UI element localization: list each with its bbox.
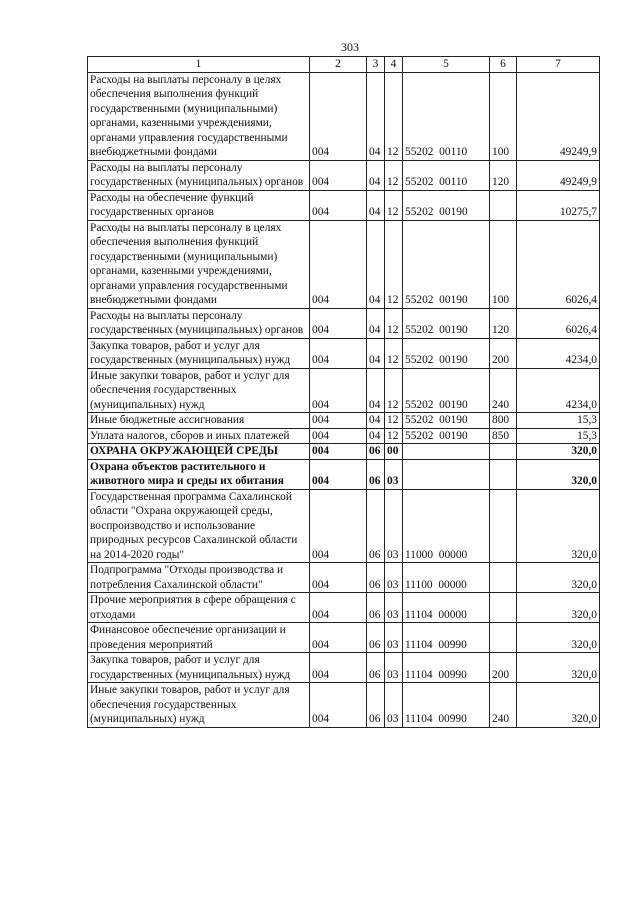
ministry-code: 004 bbox=[310, 220, 367, 308]
target-article-code: 55202 00190 bbox=[403, 308, 490, 338]
ministry-code: 004 bbox=[310, 72, 367, 160]
amount-value: 4234,0 bbox=[517, 368, 600, 413]
expense-type-code: 120 bbox=[490, 160, 517, 190]
expense-type-code: 240 bbox=[490, 683, 517, 728]
section-code: 04 bbox=[367, 338, 385, 368]
table-row bbox=[88, 428, 600, 444]
table-row bbox=[88, 72, 600, 160]
target-article-code: 55202 00190 bbox=[403, 338, 490, 368]
amount-value: 320,0 bbox=[517, 563, 600, 593]
section-code: 04 bbox=[367, 413, 385, 429]
section-code: 04 bbox=[367, 428, 385, 444]
budget-item-name: Охрана объектов растительного и животного мира и среды их обитания bbox=[88, 459, 310, 489]
amount-value: 320,0 bbox=[517, 489, 600, 563]
amount-value: 320,0 bbox=[517, 459, 600, 489]
budget-item-name: Закупка товаров, работ и услуг для государственных (муниципальных) нужд bbox=[88, 653, 310, 683]
expense-type-code bbox=[490, 190, 517, 220]
subsection-code: 03 bbox=[385, 489, 403, 563]
amount-value: 320,0 bbox=[517, 683, 600, 728]
budget-item-name: Уплата налогов, сборов и иных платежей bbox=[88, 428, 310, 444]
expense-type-code: 120 bbox=[490, 308, 517, 338]
amount-value: 6026,4 bbox=[517, 308, 600, 338]
table-body bbox=[88, 72, 600, 727]
target-article-code: 55202 00190 bbox=[403, 413, 490, 429]
table-row bbox=[88, 489, 600, 563]
section-code: 06 bbox=[367, 683, 385, 728]
table-row bbox=[88, 220, 600, 308]
subsection-code: 12 bbox=[385, 413, 403, 429]
amount-value: 320,0 bbox=[517, 653, 600, 683]
subsection-code: 03 bbox=[385, 623, 403, 653]
subsection-code: 03 bbox=[385, 563, 403, 593]
budget-item-name: Расходы на обеспечение функций государственных органов bbox=[88, 190, 310, 220]
ministry-code: 004 bbox=[310, 459, 367, 489]
ministry-code: 004 bbox=[310, 428, 367, 444]
budget-item-name: Расходы на выплаты персоналу государственных (муниципальных) органов bbox=[88, 308, 310, 338]
target-article-code: 55202 00110 bbox=[403, 72, 490, 160]
expense-type-code: 100 bbox=[490, 220, 517, 308]
amount-value: 320,0 bbox=[517, 623, 600, 653]
subsection-code: 12 bbox=[385, 308, 403, 338]
amount-value: 49249,9 bbox=[517, 160, 600, 190]
table-row bbox=[88, 368, 600, 413]
subsection-code: 12 bbox=[385, 368, 403, 413]
subsection-code: 12 bbox=[385, 190, 403, 220]
expense-type-code: 800 bbox=[490, 413, 517, 429]
subsection-code: 03 bbox=[385, 683, 403, 728]
section-code: 04 bbox=[367, 368, 385, 413]
expense-type-code: 850 bbox=[490, 428, 517, 444]
table-row bbox=[88, 683, 600, 728]
amount-value: 4234,0 bbox=[517, 338, 600, 368]
section-code: 06 bbox=[367, 653, 385, 683]
section-code: 04 bbox=[367, 190, 385, 220]
section-code: 06 bbox=[367, 593, 385, 623]
col-header-5: 5 bbox=[403, 57, 490, 73]
col-header-4: 4 bbox=[385, 57, 403, 73]
target-article-code bbox=[403, 459, 490, 489]
ministry-code: 004 bbox=[310, 308, 367, 338]
target-article-code: 11000 00000 bbox=[403, 489, 490, 563]
ministry-code: 004 bbox=[310, 368, 367, 413]
budget-item-name: ОХРАНА ОКРУЖАЮЩЕЙ СРЕДЫ bbox=[88, 444, 310, 460]
table-row bbox=[88, 160, 600, 190]
ministry-code: 004 bbox=[310, 413, 367, 429]
table-row bbox=[88, 593, 600, 623]
ministry-code: 004 bbox=[310, 653, 367, 683]
table-row bbox=[88, 413, 600, 429]
target-article-code: 11104 00990 bbox=[403, 623, 490, 653]
target-article-code: 55202 00110 bbox=[403, 160, 490, 190]
page-number: 303 bbox=[341, 40, 359, 54]
budget-item-name: Расходы на выплаты персоналу в целях обеспечения выполнения функций государственными (муниципальными) органами, казенными учреждениями, органами управления государственными внебюджетными фондами bbox=[88, 72, 310, 160]
ministry-code: 004 bbox=[310, 160, 367, 190]
amount-value: 10275,7 bbox=[517, 190, 600, 220]
subsection-code: 12 bbox=[385, 220, 403, 308]
amount-value: 15,3 bbox=[517, 413, 600, 429]
header-row bbox=[88, 57, 600, 73]
budget-item-name: Иные закупки товаров, работ и услуг для обеспечения государственных (муниципальных) нужд bbox=[88, 683, 310, 728]
subsection-code: 00 bbox=[385, 444, 403, 460]
section-code: 04 bbox=[367, 72, 385, 160]
budget-item-name: Расходы на выплаты персоналу государственных (муниципальных) органов bbox=[88, 160, 310, 190]
ministry-code: 004 bbox=[310, 593, 367, 623]
target-article-code: 11104 00000 bbox=[403, 593, 490, 623]
section-code: 06 bbox=[367, 623, 385, 653]
subsection-code: 12 bbox=[385, 338, 403, 368]
section-code: 04 bbox=[367, 308, 385, 338]
table-row bbox=[88, 190, 600, 220]
amount-value: 15,3 bbox=[517, 428, 600, 444]
ministry-code: 004 bbox=[310, 190, 367, 220]
ministry-code: 004 bbox=[310, 563, 367, 593]
target-article-code: 55202 00190 bbox=[403, 368, 490, 413]
table-row bbox=[88, 308, 600, 338]
section-code: 04 bbox=[367, 160, 385, 190]
table-row bbox=[88, 444, 600, 460]
budget-item-name: Закупка товаров, работ и услуг для государственных (муниципальных) нужд bbox=[88, 338, 310, 368]
expense-type-code bbox=[490, 459, 517, 489]
target-article-code: 11100 00000 bbox=[403, 563, 490, 593]
budget-item-name: Государственная программа Сахалинской области "Охрана окружающей среды, воспроизводство и использование природных ресурсов Сахалинской области на 2014-2020 годы" bbox=[88, 489, 310, 563]
col-header-2: 2 bbox=[310, 57, 367, 73]
budget-item-name: Подпрограмма "Отходы производства и потребления Сахалинской области" bbox=[88, 563, 310, 593]
ministry-code: 004 bbox=[310, 338, 367, 368]
col-header-1: 1 bbox=[88, 57, 310, 73]
amount-value: 320,0 bbox=[517, 593, 600, 623]
expense-type-code: 200 bbox=[490, 338, 517, 368]
subsection-code: 03 bbox=[385, 593, 403, 623]
expense-type-code: 200 bbox=[490, 653, 517, 683]
target-article-code: 11104 00990 bbox=[403, 683, 490, 728]
section-code: 06 bbox=[367, 489, 385, 563]
ministry-code: 004 bbox=[310, 683, 367, 728]
expense-type-code bbox=[490, 563, 517, 593]
table-row bbox=[88, 563, 600, 593]
budget-item-name: Иные закупки товаров, работ и услуг для обеспечения государственных (муниципальных) нужд bbox=[88, 368, 310, 413]
subsection-code: 12 bbox=[385, 160, 403, 190]
subsection-code: 03 bbox=[385, 459, 403, 489]
amount-value: 320,0 bbox=[517, 444, 600, 460]
col-header-7: 7 bbox=[517, 57, 600, 73]
budget-item-name: Финансовое обеспечение организации и проведения мероприятий bbox=[88, 623, 310, 653]
budget-item-name: Прочие мероприятия в сфере обращения с отходами bbox=[88, 593, 310, 623]
expense-type-code: 240 bbox=[490, 368, 517, 413]
budget-item-name: Иные бюджетные ассигнования bbox=[88, 413, 310, 429]
expense-type-code bbox=[490, 489, 517, 563]
table-row bbox=[88, 623, 600, 653]
ministry-code: 004 bbox=[310, 444, 367, 460]
target-article-code: 55202 00190 bbox=[403, 190, 490, 220]
table-row bbox=[88, 653, 600, 683]
target-article-code: 55202 00190 bbox=[403, 220, 490, 308]
expense-type-code: 100 bbox=[490, 72, 517, 160]
section-code: 06 bbox=[367, 444, 385, 460]
amount-value: 49249,9 bbox=[517, 72, 600, 160]
expense-type-code bbox=[490, 444, 517, 460]
amount-value: 6026,4 bbox=[517, 220, 600, 308]
table-row bbox=[88, 338, 600, 368]
table-row bbox=[88, 459, 600, 489]
target-article-code: 55202 00190 bbox=[403, 428, 490, 444]
subsection-code: 12 bbox=[385, 72, 403, 160]
subsection-code: 12 bbox=[385, 428, 403, 444]
ministry-code: 004 bbox=[310, 489, 367, 563]
target-article-code: 11104 00990 bbox=[403, 653, 490, 683]
subsection-code: 03 bbox=[385, 653, 403, 683]
expense-type-code bbox=[490, 623, 517, 653]
col-header-6: 6 bbox=[490, 57, 517, 73]
expense-type-code bbox=[490, 593, 517, 623]
section-code: 04 bbox=[367, 220, 385, 308]
section-code: 06 bbox=[367, 459, 385, 489]
budget-table bbox=[87, 56, 600, 728]
col-header-3: 3 bbox=[367, 57, 385, 73]
section-code: 06 bbox=[367, 563, 385, 593]
budget-item-name: Расходы на выплаты персоналу в целях обеспечения выполнения функций государственными (муниципальными) органами, казенными учреждениями, органами управления государственными внебюджетными фондами bbox=[88, 220, 310, 308]
target-article-code bbox=[403, 444, 490, 460]
ministry-code: 004 bbox=[310, 623, 367, 653]
